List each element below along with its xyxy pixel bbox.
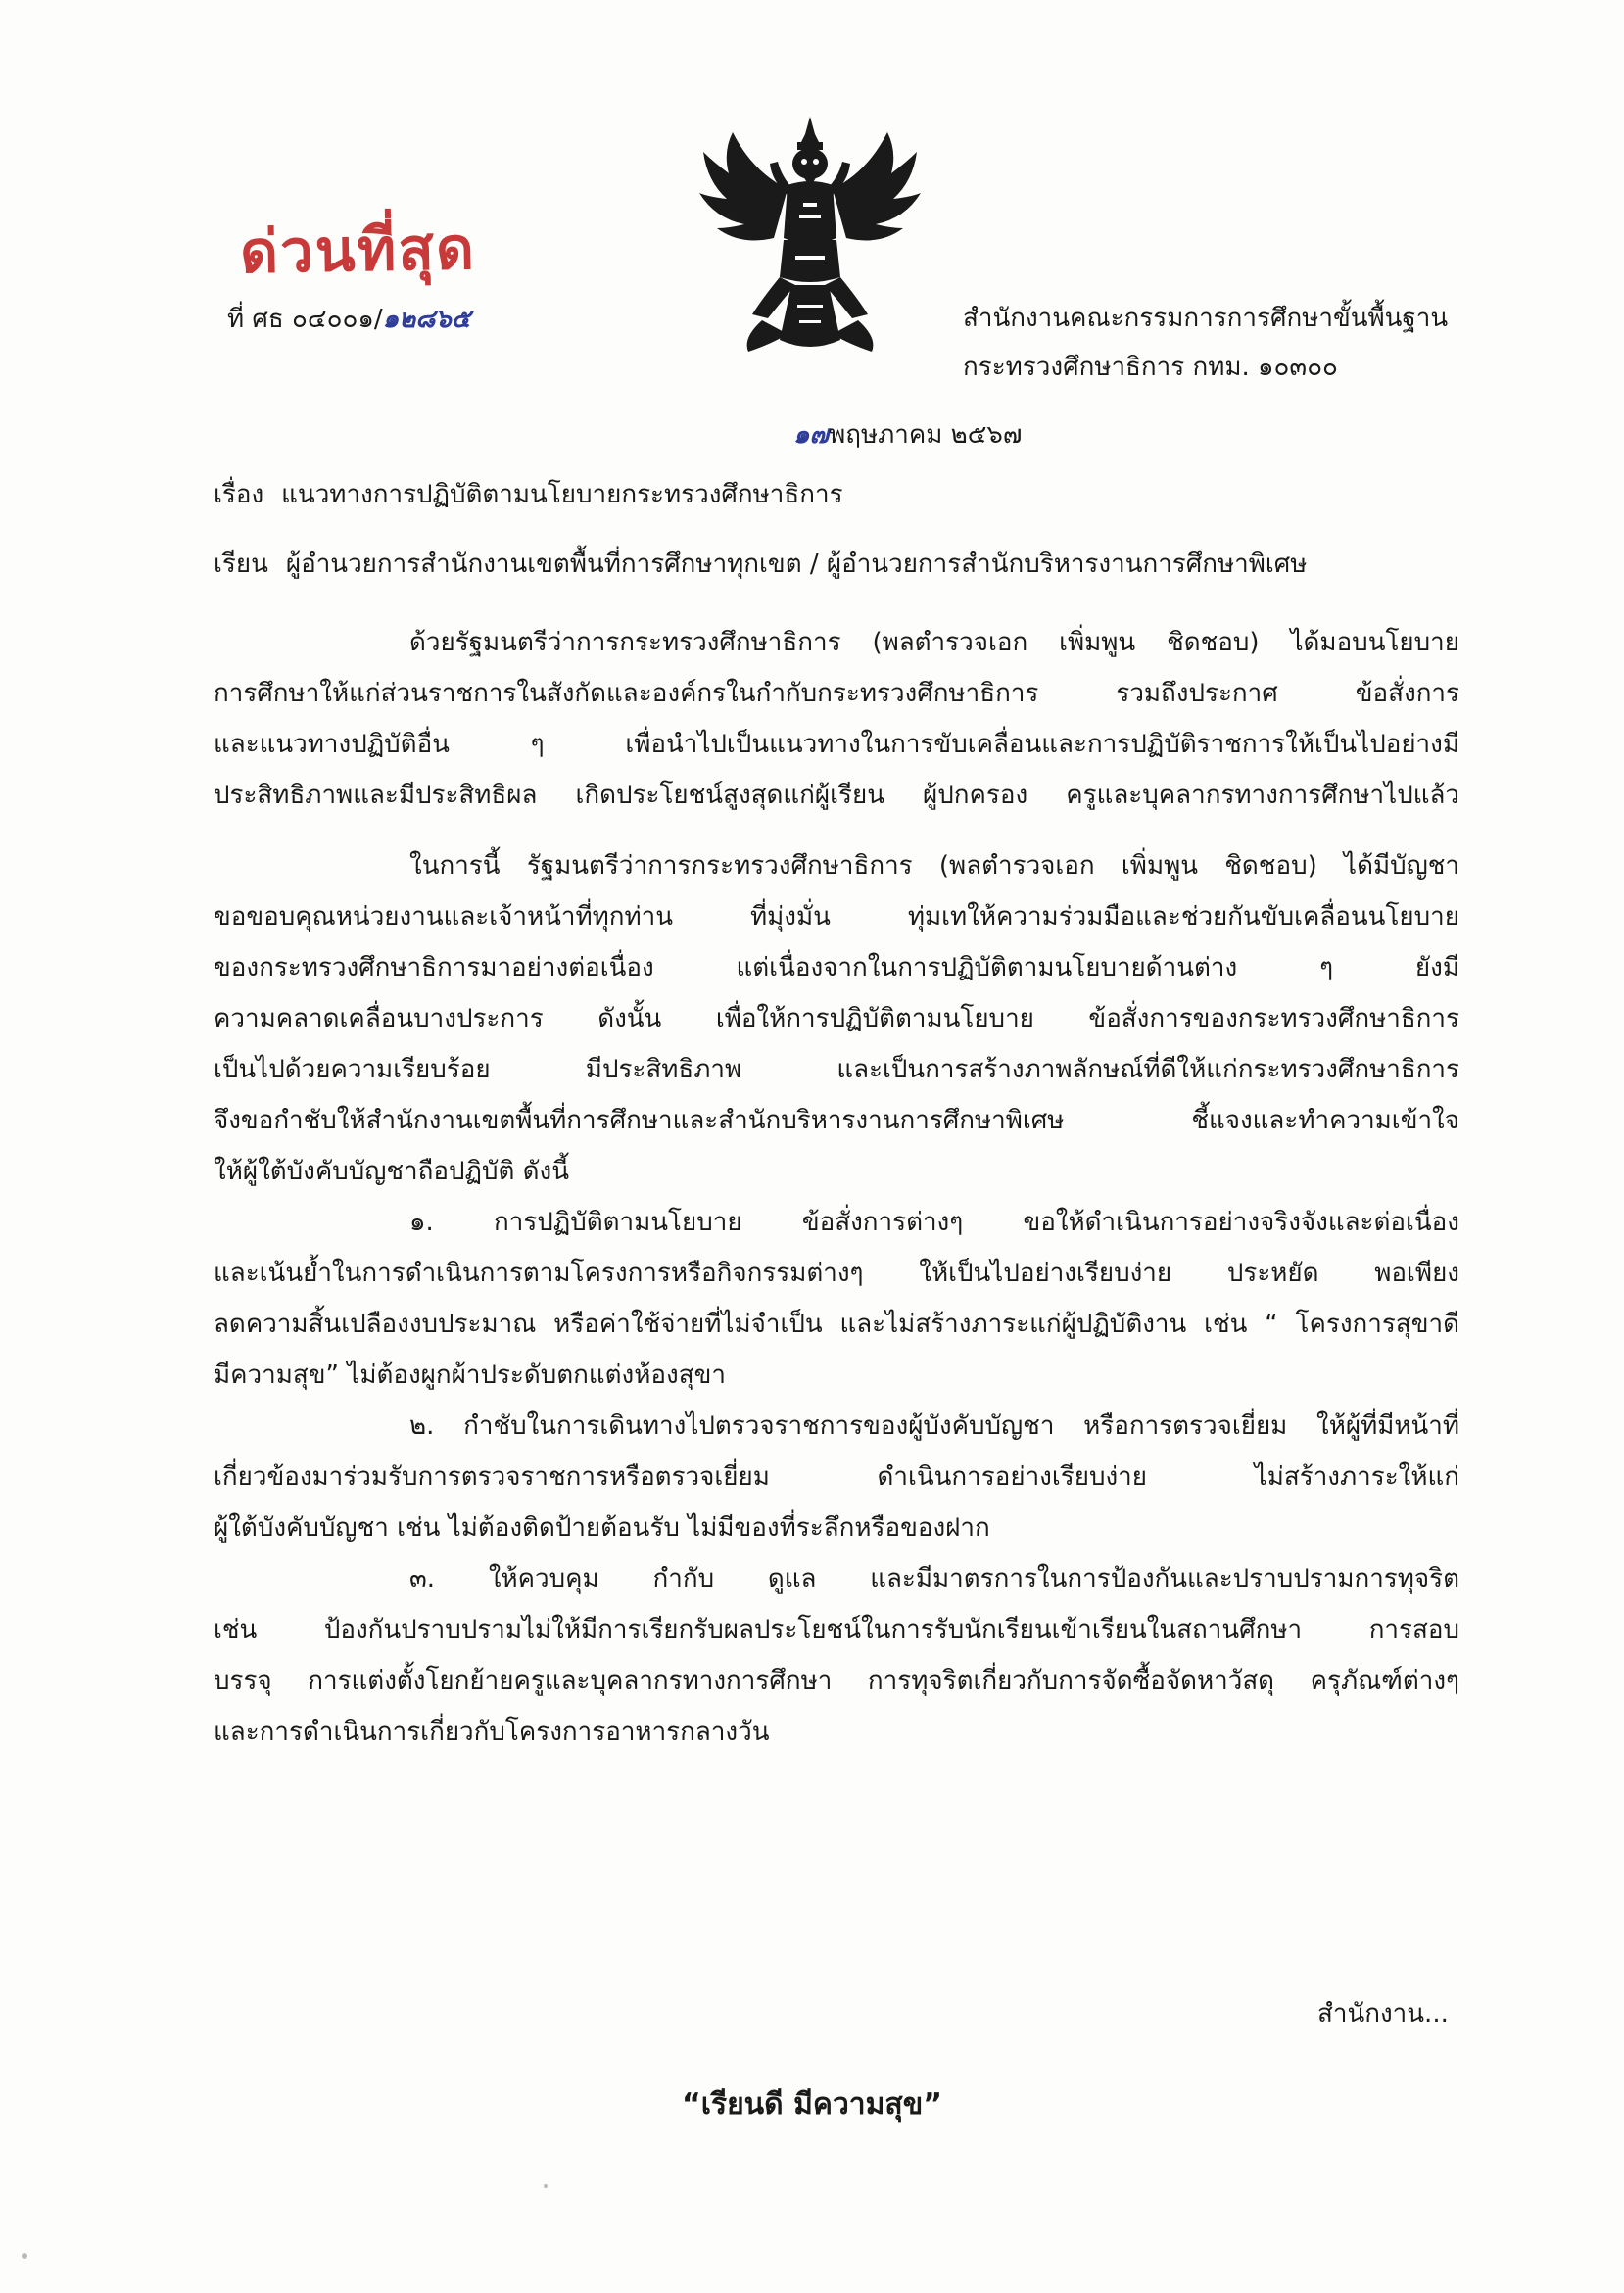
paragraph-line: และแนวทางปฏิบัติอื่น ๆ เพื่อนำไปเป็นแนวทางในการขับเคลื่อนและการปฏิบัติราชการให้เป็นไปอย่างมี <box>214 730 1459 759</box>
paragraph-line: ขอขอบคุณหน่วยงานและเจ้าหน้าที่ทุกท่าน ที่มุ่งมั่น ทุ่มเทให้ความร่วมมือและช่วยกันขับเคลื่อนนโยบาย <box>214 902 1459 932</box>
motto: “เรียนดี มีความสุข” <box>682 2087 942 2122</box>
item-line: เกี่ยวข้องมาร่วมรับการตรวจราชการหรือตรวจเยี่ยม ดำเนินการอย่างเรียบง่าย ไม่สร้างภาระให้แก่ <box>214 1462 1459 1492</box>
paragraph-1 <box>214 617 1459 821</box>
subject-label: เรื่อง <box>214 480 264 509</box>
subject-text: แนวทางการปฏิบัติตามนโยบายกระทรวงศึกษาธิการ <box>281 480 843 509</box>
addressee-line <box>214 544 1307 584</box>
paragraph-line: จึงขอกำชับให้สำนักงานเขตพื้นที่การศึกษาและสำนักบริหารงานการศึกษาพิเศษ ชี้แจงและทำความเข้าใจ <box>214 1106 1459 1135</box>
paragraph-line: เป็นไปด้วยความเรียบร้อย มีประสิทธิภาพ และเป็นการสร้างภาพลักษณ์ที่ดีให้แก่กระทรวงศึกษาธิการ <box>214 1055 1459 1084</box>
item-line: ผู้ใต้บังคับบัญชา เช่น ไม่ต้องติดป้ายต้อนรับ ไม่มีของที่ระลึกหรือของฝาก <box>214 1513 990 1543</box>
document-number <box>227 299 470 339</box>
office-name: สำนักงานคณะกรรมการการศึกษาขั้นพื้นฐาน <box>963 304 1449 333</box>
item-line: ๑. การปฏิบัติตามนโยบาย ข้อสั่งการต่างๆ ขอให้ดำเนินการอย่างจริงจังและต่อเนื่อง <box>409 1208 1459 1237</box>
paragraph-line: ของกระทรวงศึกษาธิการมาอย่างต่อเนื่อง แต่เนื่องจากในการปฏิบัติตามนโยบายด้านต่าง ๆ ยังมี <box>214 953 1459 982</box>
paragraph-line: การศึกษาให้แก่ส่วนราชการในสังกัดและองค์กรในกำกับกระทรวงศึกษาธิการ รวมถึงประกาศ ข้อสั่งการ <box>214 679 1459 708</box>
item-line: บรรจุ การแต่งตั้งโยกย้ายครูและบุคลากรทางการศึกษา การทุจริตเกี่ยวกับการจัดซื้อจัดหาวัสดุ ครุภัณฑ์ต่างๆ <box>214 1666 1459 1696</box>
item-line: ลดความสิ้นเปลืองงบประมาณ หรือค่าใช้จ่ายที่ไม่จำเป็น และไม่สร้างภาระแก่ผู้ปฏิบัติงาน เช่น “ โครงการสุขาดี <box>214 1310 1459 1339</box>
paragraph-line: ให้ผู้ใต้บังคับบัญชาถือปฏิบัติ ดังนี้ <box>214 1157 569 1186</box>
subject-line <box>214 474 843 514</box>
scan-speck <box>22 2253 27 2259</box>
paragraph-line: ในการนี้ รัฐมนตรีว่าการกระทรวงศึกษาธิการ (พลตำรวจเอก เพิ่มพูน ชิดชอบ) ได้มีบัญชา <box>409 851 1459 881</box>
continued-marker: สำนักงาน... <box>1317 1999 1449 2029</box>
paragraph-line: ด้วยรัฐมนตรีว่าการกระทรวงศึกษาธิการ (พลตำรวจเอก เพิ่มพูน ชิดชอบ) ได้มอบนโยบาย <box>409 628 1459 657</box>
document-number-handwritten: ๑๒๘๖๕ <box>382 305 471 334</box>
date-day-handwritten: ๑๗ <box>793 420 830 450</box>
item-line: และเน้นย้ำในการดำเนินการตามโครงการหรือกิจกรรมต่างๆ ให้เป็นไปอย่างเรียบง่าย ประหยัด พอเพียง <box>214 1259 1459 1288</box>
office-address: กระทรวงศึกษาธิการ กทม. ๑๐๓๐๐ <box>963 353 1338 382</box>
item-line: เช่น ป้องกันปราบปรามไม่ให้มีการเรียกรับผลประโยชน์ในการรับนักเรียนเข้าเรียนในสถานศึกษา การสอบ <box>214 1615 1459 1645</box>
urgent-stamp: ด่วนที่สุด <box>239 214 477 288</box>
item-1 <box>214 1197 1459 1401</box>
item-line: และการดำเนินการเกี่ยวกับโครงการอาหารกลางวัน <box>214 1717 770 1746</box>
scan-speck <box>544 2184 548 2188</box>
garuda-emblem-icon <box>693 113 927 358</box>
date-month-year: พฤษภาคม ๒๕๖๗ <box>829 420 1023 450</box>
item-3 <box>214 1553 1459 1757</box>
item-line: มีความสุข” ไม่ต้องผูกผ้าประดับตกแต่งห้องสุขา <box>214 1361 726 1390</box>
item-line: ๒. กำชับในการเดินทางไปตรวจราชการของผู้บังคับบัญชา หรือการตรวจเยี่ยม ให้ผู้ที่มีหน้าที่ <box>409 1411 1459 1441</box>
paragraph-line: ประสิทธิภาพและมีประสิทธิผล เกิดประโยชน์สูงสุดแก่ผู้เรียน ผู้ปกครอง ครูและบุคลากรทางการศึกษาไปแล้ว <box>214 781 1459 810</box>
paragraph-2 <box>214 840 1459 1197</box>
addressee-label: เรียน <box>214 549 268 579</box>
item-line: ๓. ให้ควบคุม กำกับ ดูแล และมีมาตรการในการป้องกันและปราบปรามการทุจริต <box>409 1564 1459 1594</box>
document-date <box>793 414 1023 454</box>
issuing-office <box>963 294 1448 392</box>
document-number-prefix: ที่ ศธ ๐๔๐๐๑/ <box>227 305 383 334</box>
item-2 <box>214 1401 1459 1553</box>
paragraph-line: ความคลาดเคลื่อนบางประการ ดังนั้น เพื่อให้การปฏิบัติตามนโยบาย ข้อสั่งการของกระทรวงศึกษาธิการ <box>214 1004 1459 1033</box>
addressee-text: ผู้อำนวยการสำนักงานเขตพื้นที่การศึกษาทุกเขต / ผู้อำนวยการสำนักบริหารงานการศึกษาพิเศษ <box>285 549 1308 579</box>
